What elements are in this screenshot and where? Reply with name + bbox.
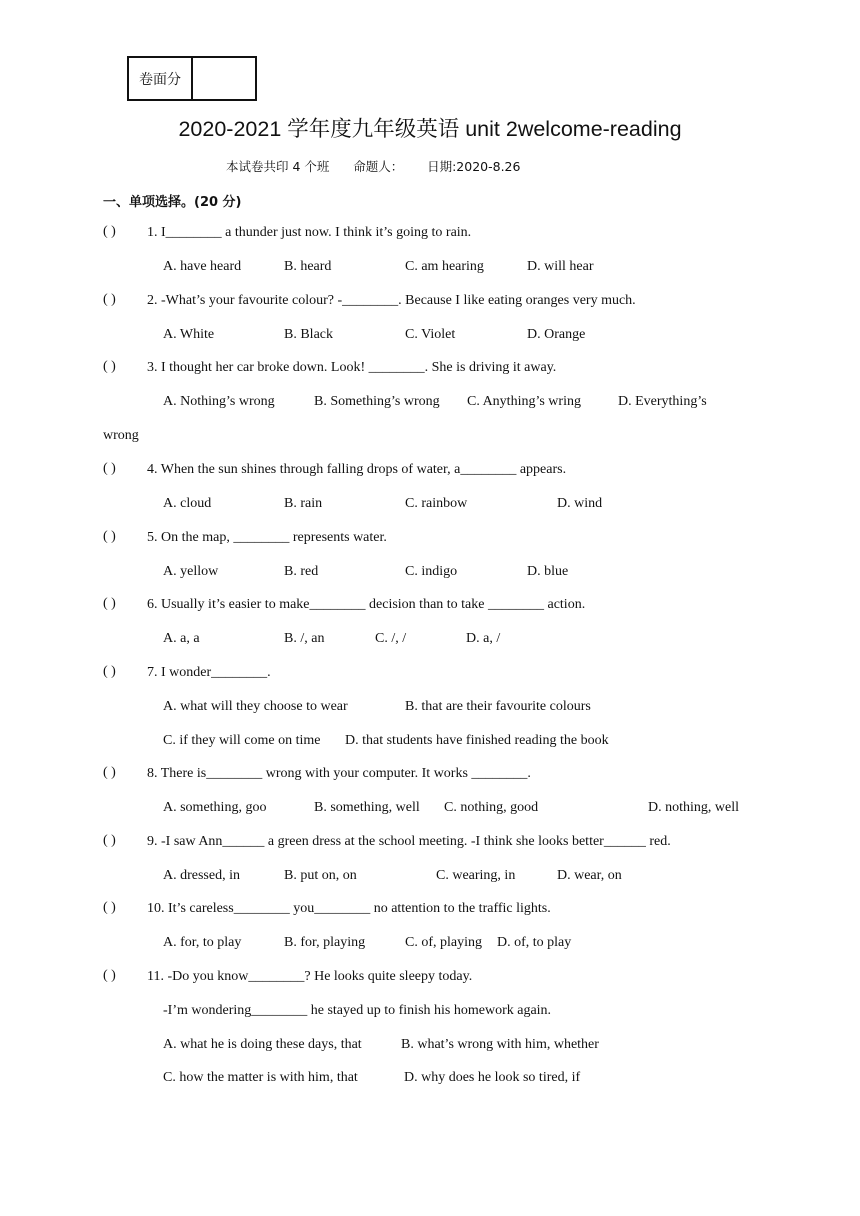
score-blank-cell[interactable] (193, 58, 255, 99)
option-a: A. a, a (163, 631, 200, 646)
option-a: A. something, goo (163, 800, 267, 815)
option-b: B. /, an (284, 631, 325, 646)
question-stem: 3. I thought her car broke down. Look! ________. She is driving it away. (147, 360, 557, 375)
question-stem: 6. Usually it’s easier to make________ decision than to take ________ action. (147, 597, 586, 612)
question-stem: 1. I________ a thunder just now. I think it’s going to rain. (147, 225, 472, 240)
option-d: D. a, / (466, 631, 501, 646)
option-a: A. dressed, in (163, 868, 240, 883)
option-c: C. indigo (405, 564, 458, 579)
option-c: C. rainbow (405, 496, 468, 511)
option-d: D. Everything’s (618, 394, 707, 409)
page-title: 2020-2021 学年度九年级英语 unit 2welcome-reading (178, 117, 682, 141)
question-stem: 5. On the map, ________ represents water. (147, 530, 387, 545)
option-a: A. for, to play (163, 935, 242, 950)
question-stem: 11. -Do you know________? He looks quite sleepy today. (147, 969, 473, 984)
option-d-continued: wrong (103, 428, 139, 443)
score-box (127, 56, 257, 101)
question-stem-second-line: -I’m wondering________ he stayed up to finish his homework again. (163, 1003, 552, 1018)
answer-paren[interactable]: ( ) (103, 900, 116, 915)
option-d: D. will hear (527, 259, 594, 274)
answer-paren[interactable]: ( ) (103, 461, 116, 476)
option-b: B. for, playing (284, 935, 366, 950)
option-b: B. rain (284, 496, 323, 511)
option-b: B. red (284, 564, 319, 579)
option-c: C. am hearing (405, 259, 484, 274)
option-d: D. Orange (527, 327, 586, 342)
option-c: C. /, / (375, 631, 407, 646)
option-d: D. wear, on (557, 868, 622, 883)
answer-paren[interactable]: ( ) (103, 833, 116, 848)
answer-paren[interactable]: ( ) (103, 359, 116, 374)
option-b: B. heard (284, 259, 332, 274)
option-a: A. have heard (163, 259, 242, 274)
option-d: D. of, to play (497, 935, 572, 950)
answer-paren[interactable]: ( ) (103, 664, 116, 679)
option-b: B. what’s wrong with him, whether (401, 1037, 599, 1052)
question-stem: 2. -What’s your favourite colour? -________. Because I like eating oranges very much. (147, 293, 636, 308)
option-c: C. Anything’s wring (467, 394, 581, 409)
option-b: B. Black (284, 327, 333, 342)
option-a: A. what will they choose to wear (163, 699, 348, 714)
option-b: B. that are their favourite colours (405, 699, 591, 714)
option-d: D. wind (557, 496, 603, 511)
section-heading: 一、单项选择。(20 分) (103, 195, 242, 210)
question-stem: 7. I wonder________. (147, 665, 271, 680)
option-a: A. yellow (163, 564, 219, 579)
answer-paren[interactable]: ( ) (103, 968, 116, 983)
option-d: D. nothing, well (648, 800, 739, 815)
question-stem: 8. There is________ wrong with your computer. It works ________. (147, 766, 531, 781)
answer-paren[interactable]: ( ) (103, 765, 116, 780)
answer-paren[interactable]: ( ) (103, 224, 116, 239)
question-stem: 10. It’s careless________ you________ no attention to the traffic lights. (147, 901, 551, 916)
option-c: C. wearing, in (436, 868, 516, 883)
option-a: A. what he is doing these days, that (163, 1037, 362, 1052)
page-subtitle: 本试卷共印 4 个班 命题人： 日期:2020-8.26 (226, 159, 521, 174)
option-c: C. nothing, good (444, 800, 539, 815)
question-stem: 4. When the sun shines through falling drops of water, a________ appears. (147, 462, 567, 477)
option-c: C. how the matter is with him, that (163, 1070, 358, 1085)
option-a: A. White (163, 327, 215, 342)
option-b: B. something, well (314, 800, 420, 815)
option-a: A. cloud (163, 496, 212, 511)
option-b: B. Something’s wrong (314, 394, 440, 409)
question-stem: 9. -I saw Ann______ a green dress at the school meeting. -I think she looks better______ red. (147, 834, 671, 849)
option-a: A. Nothing’s wrong (163, 394, 275, 409)
answer-paren[interactable]: ( ) (103, 529, 116, 544)
option-b: B. put on, on (284, 868, 357, 883)
answer-paren[interactable]: ( ) (103, 596, 116, 611)
option-d: D. why does he look so tired, if (404, 1070, 581, 1085)
score-label: 卷面分 (129, 58, 193, 99)
option-c: C. Violet (405, 327, 456, 342)
option-c: C. if they will come on time (163, 733, 321, 748)
option-d: D. that students have finished reading the book (345, 733, 609, 748)
option-d: D. blue (527, 564, 569, 579)
option-c: C. of, playing (405, 935, 482, 950)
answer-paren[interactable]: ( ) (103, 292, 116, 307)
